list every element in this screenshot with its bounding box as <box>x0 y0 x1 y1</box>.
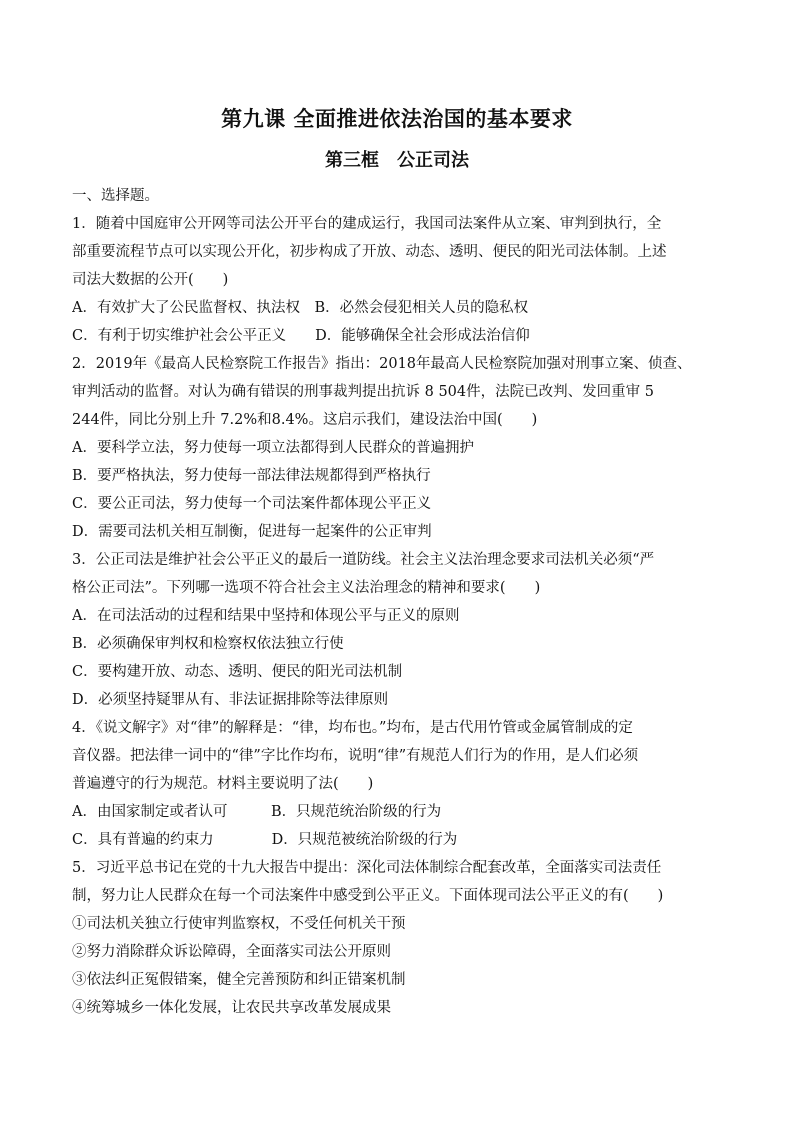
question-5-stem-line: 制，努力让人民群众在每一个司法案件中感受到公平正义。下面体现司法公平正义的有( ) <box>72 888 664 904</box>
question-2-stem-line: 审判活动的监督。对认为确有错误的刑事裁判提出抗诉 8 504件，法院已改判、发回重审 5 <box>72 384 654 400</box>
question-5-statement-1: ①司法机关独立行使审判监察权，不受任何机关干预 <box>72 916 406 932</box>
question-3-option-a: A．在司法活动的过程和结果中坚持和体现公平与正义的原则 <box>72 608 460 624</box>
question-2-stem-line: 2．2019年《最高人民检察院工作报告》指出：2018年最高人民检察院加强对刑事立案、侦查、 <box>72 356 692 372</box>
question-3-option-b: B．必须确保审判权和检察权依法独立行使 <box>72 636 344 652</box>
question-1-stem-line: 部重要流程节点可以实现公开化，初步构成了开放、动态、透明、便民的阳光司法体制。上述 <box>72 244 667 260</box>
section-heading: 一、选择题。 <box>72 188 159 204</box>
question-5-statement-2: ②努力消除群众诉讼障碍，全面落实司法公开原则 <box>72 944 391 960</box>
question-3-option-d: D．必须坚持疑罪从有、非法证据排除等法律原则 <box>72 692 389 708</box>
question-3-stem-line: 格公正司法”。下列哪一选项不符合社会主义法治理念的精神和要求( ) <box>72 580 541 596</box>
page-title: 第九课 全面推进依法治国的基本要求 <box>221 106 573 131</box>
question-5-stem-line: 5．习近平总书记在党的十九大报告中提出：深化司法体制综合配套改革，全面落实司法责任 <box>72 860 662 876</box>
question-1-options-line: A．有效扩大了公民监督权、执法权 B．必然会侵犯相关人员的隐私权 <box>72 300 529 316</box>
question-5-statement-3: ③依法纠正冤假错案，健全完善预防和纠正错案机制 <box>72 972 406 988</box>
question-1-options-line: C．有利于切实维护社会公平正义 D．能够确保全社会形成法治信仰 <box>72 328 530 344</box>
question-4-stem-line: 音仪器。把法律一词中的“律”字比作均布，说明“律”有规范人们行为的作用，是人们必须 <box>72 748 639 764</box>
question-1-stem-line: 司法大数据的公开( ) <box>72 272 229 288</box>
question-1-stem-line: 1．随着中国庭审公开网等司法公开平台的建成运行，我国司法案件从立案、审判到执行，全 <box>72 216 662 232</box>
question-2-option-d: D．需要司法机关相互制衡，促进每一起案件的公正审判 <box>72 524 432 540</box>
question-4-stem-line: 普遍遵守的行为规范。材料主要说明了法( ) <box>72 776 374 792</box>
question-body <box>72 182 732 1022</box>
question-3-option-c: C．要构建开放、动态、透明、便民的阳光司法机制 <box>72 664 403 680</box>
page-subtitle: 第三框 公正司法 <box>325 150 469 171</box>
question-2-option-b: B．要严格执法，努力使每一部法律法规都得到严格执行 <box>72 468 431 484</box>
question-4-options-line: C．具有普遍的约束力 D．只规范被统治阶级的行为 <box>72 832 458 848</box>
question-2-option-c: C．要公正司法，努力使每一个司法案件都体现公平正义 <box>72 496 432 512</box>
question-2-option-a: A．要科学立法，努力使每一项立法都得到人民群众的普遍拥护 <box>72 440 474 456</box>
question-4-stem-line: 4．《说文解字》对“律”的解释是：“律，均布也。”均布，是古代用竹管或金属管制成的定 <box>72 720 633 736</box>
question-3-stem-line: 3．公正司法是维护社会公平正义的最后一道防线。社会主义法治理念要求司法机关必须“严 <box>72 552 655 568</box>
question-4-options-line: A．由国家制定或者认可 B．只规范统治阶级的行为 <box>72 804 442 820</box>
question-5-statement-4: ④统筹城乡一体化发展，让农民共享改革发展成果 <box>72 1000 391 1016</box>
question-2-stem-line: 244件，同比分别上升 7.2%和8.4%。这启示我们，建设法治中国( ) <box>72 412 538 428</box>
